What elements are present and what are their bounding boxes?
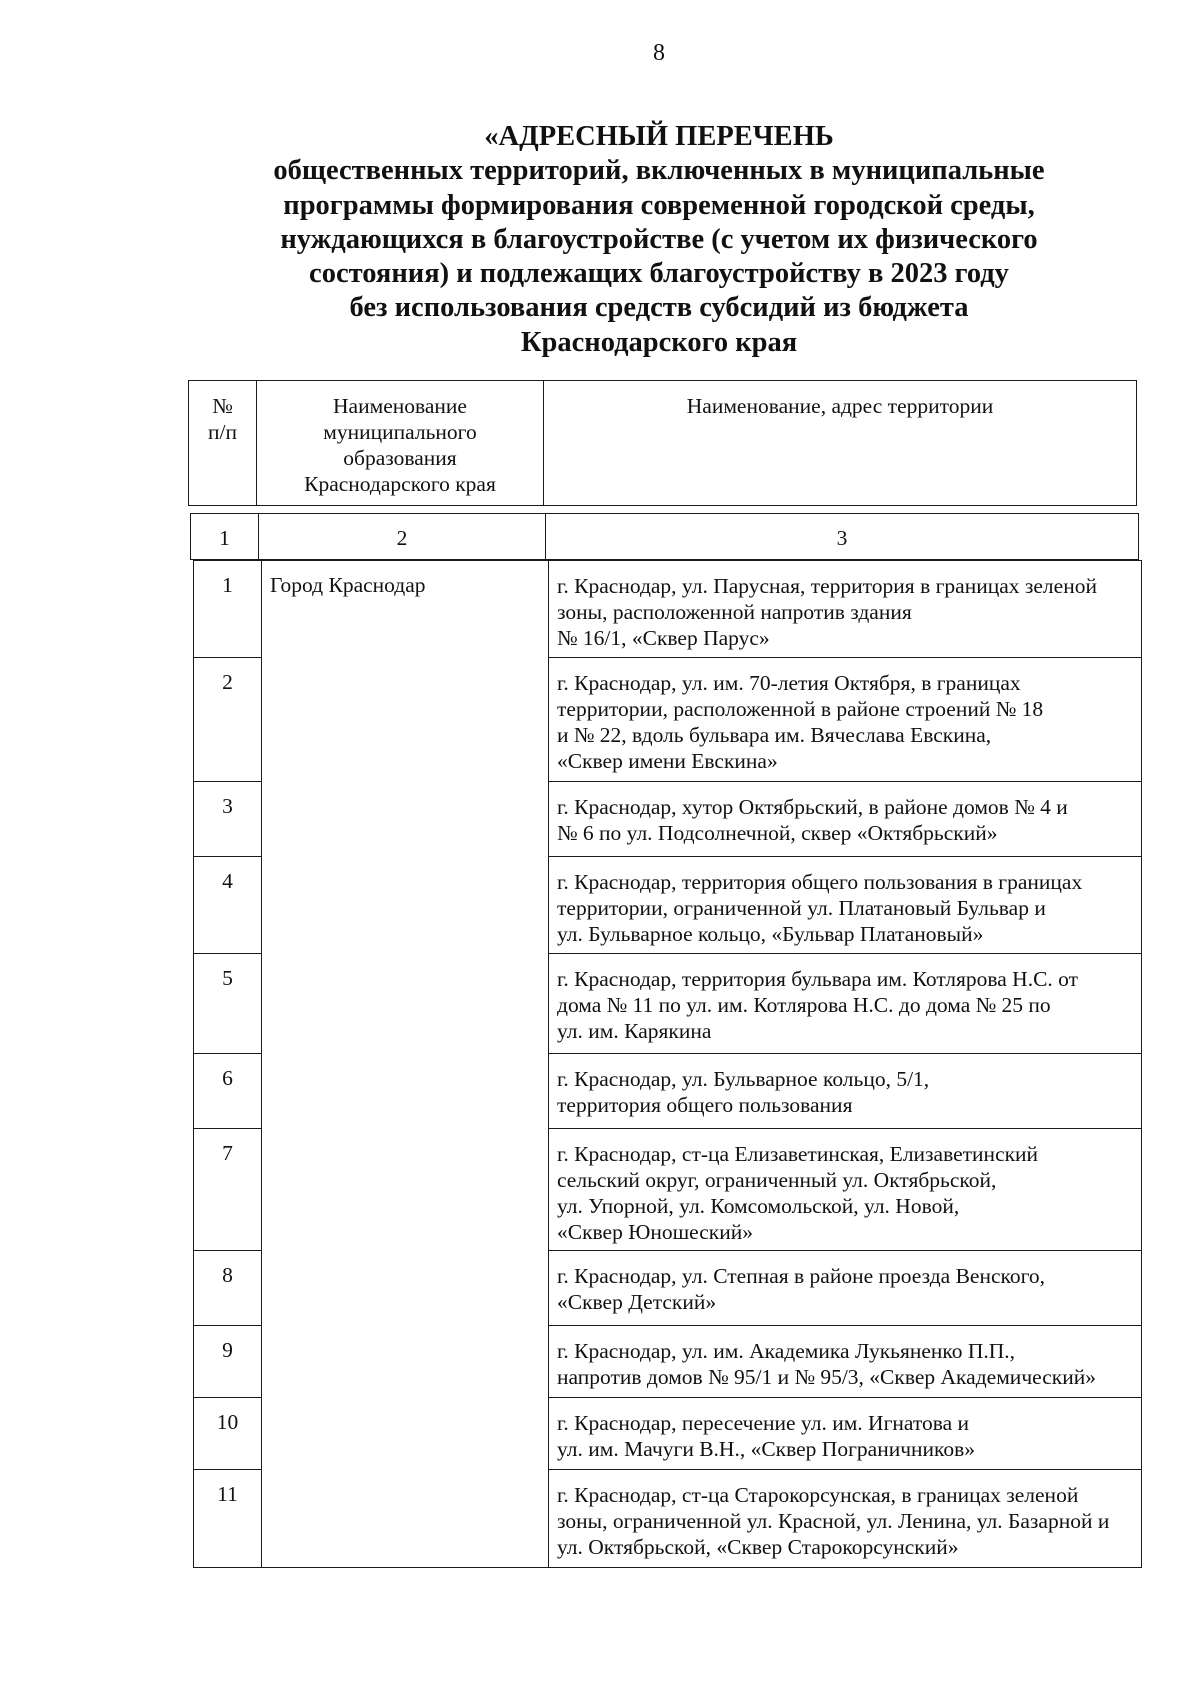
address-cell	[549, 1470, 1142, 1568]
title-line: «АДРЕСНЫЙ ПЕРЕЧЕНЬ	[484, 121, 834, 152]
header-address-cell	[544, 381, 1137, 506]
address-line: г. Краснодар, ул. Парусная, территория в границах зеленой	[557, 574, 1097, 598]
row-number-cell: 10	[194, 1398, 262, 1470]
address-line: г. Краснодар, территория бульвара им. Котлярова Н.С. от	[557, 967, 1079, 991]
header-municipality-line: образования	[343, 446, 457, 470]
row-number-cell: 6	[194, 1054, 262, 1129]
address-cell	[549, 1129, 1142, 1251]
address-line: и № 22, вдоль бульвара им. Вячеслава Евскина,	[557, 723, 992, 747]
address-cell	[549, 1398, 1142, 1470]
column-number-row	[190, 513, 1139, 560]
row-number-cell: 1	[194, 561, 262, 658]
address-line: № 6 по ул. Подсолнечной, сквер «Октябрьский»	[557, 821, 998, 845]
header-municipality-line: муниципального	[323, 420, 477, 444]
address-table	[193, 560, 1142, 1568]
address-cell	[549, 658, 1142, 782]
header-num-cell	[189, 381, 257, 506]
row-number-cell: 7	[194, 1129, 262, 1251]
address-line: г. Краснодар, хутор Октябрьский, в районе домов № 4 и	[557, 795, 1068, 819]
row-number-cell: 8	[194, 1251, 262, 1326]
address-cell	[549, 1251, 1142, 1326]
address-cell	[549, 954, 1142, 1054]
address-line: г. Краснодар, ст-ца Старокорсунская, в границах зеленой	[557, 1483, 1079, 1507]
row-number-cell: 2	[194, 658, 262, 782]
row-number-cell: 11	[194, 1470, 262, 1568]
header-address-line: Наименование, адрес территории	[686, 394, 994, 418]
address-line: ул. Упорной, ул. Комсомольской, ул. Новой,	[557, 1194, 960, 1218]
address-line: г. Краснодар, территория общего пользования в границах	[557, 870, 1083, 894]
table-header	[188, 380, 1137, 506]
address-line: территории, расположенной в районе строений № 18	[557, 697, 1044, 721]
address-line: ул. Октябрьской, «Сквер Старокорсунский»	[557, 1535, 959, 1559]
title-line: Краснодарского края	[520, 326, 798, 358]
address-line: № 16/1, «Сквер Парус»	[557, 626, 770, 650]
row-number-cell: 9	[194, 1326, 262, 1398]
header-num-line: п/п	[208, 420, 237, 444]
address-line: ул. им. Карякина	[557, 1019, 712, 1043]
address-line: «Сквер имени Евскина»	[557, 749, 778, 773]
title-line: состояния) и подлежащих благоустройству в 2023 году	[309, 258, 1009, 290]
municipality-cell: Город Краснодар	[262, 561, 549, 1568]
header-municipality-line: Краснодарского края	[304, 472, 496, 496]
address-cell	[549, 857, 1142, 954]
row-number-cell: 5	[194, 954, 262, 1054]
address-line: территория общего пользования	[557, 1093, 853, 1117]
address-line: г. Краснодар, пересечение ул. им. Игнатова и	[557, 1411, 970, 1435]
document-title	[200, 120, 1118, 360]
address-line: зоны, расположенной напротив здания	[557, 600, 912, 624]
header-num-line: №	[212, 394, 233, 418]
row-number-cell: 3	[194, 782, 262, 857]
address-cell	[549, 1326, 1142, 1398]
address-line: зоны, ограниченной ул. Красной, ул. Ленина, ул. Базарной и	[557, 1509, 1110, 1533]
table-row	[194, 561, 1142, 658]
column-number-cell: 2	[259, 514, 546, 560]
address-line: «Сквер Юношеский»	[557, 1220, 753, 1244]
column-number-cell: 1	[191, 514, 259, 560]
header-municipality-cell	[257, 381, 544, 506]
title-line: без использования средств субсидий из бюджета	[349, 292, 969, 324]
address-line: г. Краснодар, ул. Бульварное кольцо, 5/1,	[557, 1067, 930, 1091]
address-line: г. Краснодар, ул. Степная в районе проезда Венского,	[557, 1264, 1046, 1288]
address-line: дома № 11 по ул. им. Котлярова Н.С. до дома № 25 по	[557, 993, 1051, 1017]
address-cell	[549, 782, 1142, 857]
page-number: 8	[653, 40, 665, 66]
address-line: «Сквер Детский»	[557, 1290, 717, 1314]
title-line: общественных территорий, включенных в муниципальные	[273, 155, 1045, 187]
address-cell	[549, 561, 1142, 658]
address-line: г. Краснодар, ст-ца Елизаветинская, Елизаветинский	[557, 1142, 1039, 1166]
title-line: нуждающихся в благоустройстве (с учетом их физического	[280, 223, 1038, 255]
address-cell	[549, 1054, 1142, 1129]
address-line: ул. Бульварное кольцо, «Бульвар Платановый»	[557, 922, 984, 946]
title-line: программы формирования современной городской среды,	[283, 189, 1035, 221]
address-line: г. Краснодар, ул. им. Академика Лукьяненко П.П.,	[557, 1339, 1016, 1363]
address-line: сельский округ, ограниченный ул. Октябрьской,	[557, 1168, 997, 1192]
header-municipality-line: Наименование	[333, 394, 467, 418]
address-line: напротив домов № 95/1 и № 95/3, «Сквер Академический»	[557, 1365, 1096, 1389]
row-number-cell: 4	[194, 857, 262, 954]
address-line: территории, ограниченной ул. Платановый Бульвар и	[557, 896, 1046, 920]
column-number-cell: 3	[546, 514, 1139, 560]
address-line: ул. им. Мачуги В.Н., «Сквер Пограничников»	[557, 1437, 976, 1461]
address-line: г. Краснодар, ул. им. 70-летия Октября, в границах	[557, 671, 1021, 695]
